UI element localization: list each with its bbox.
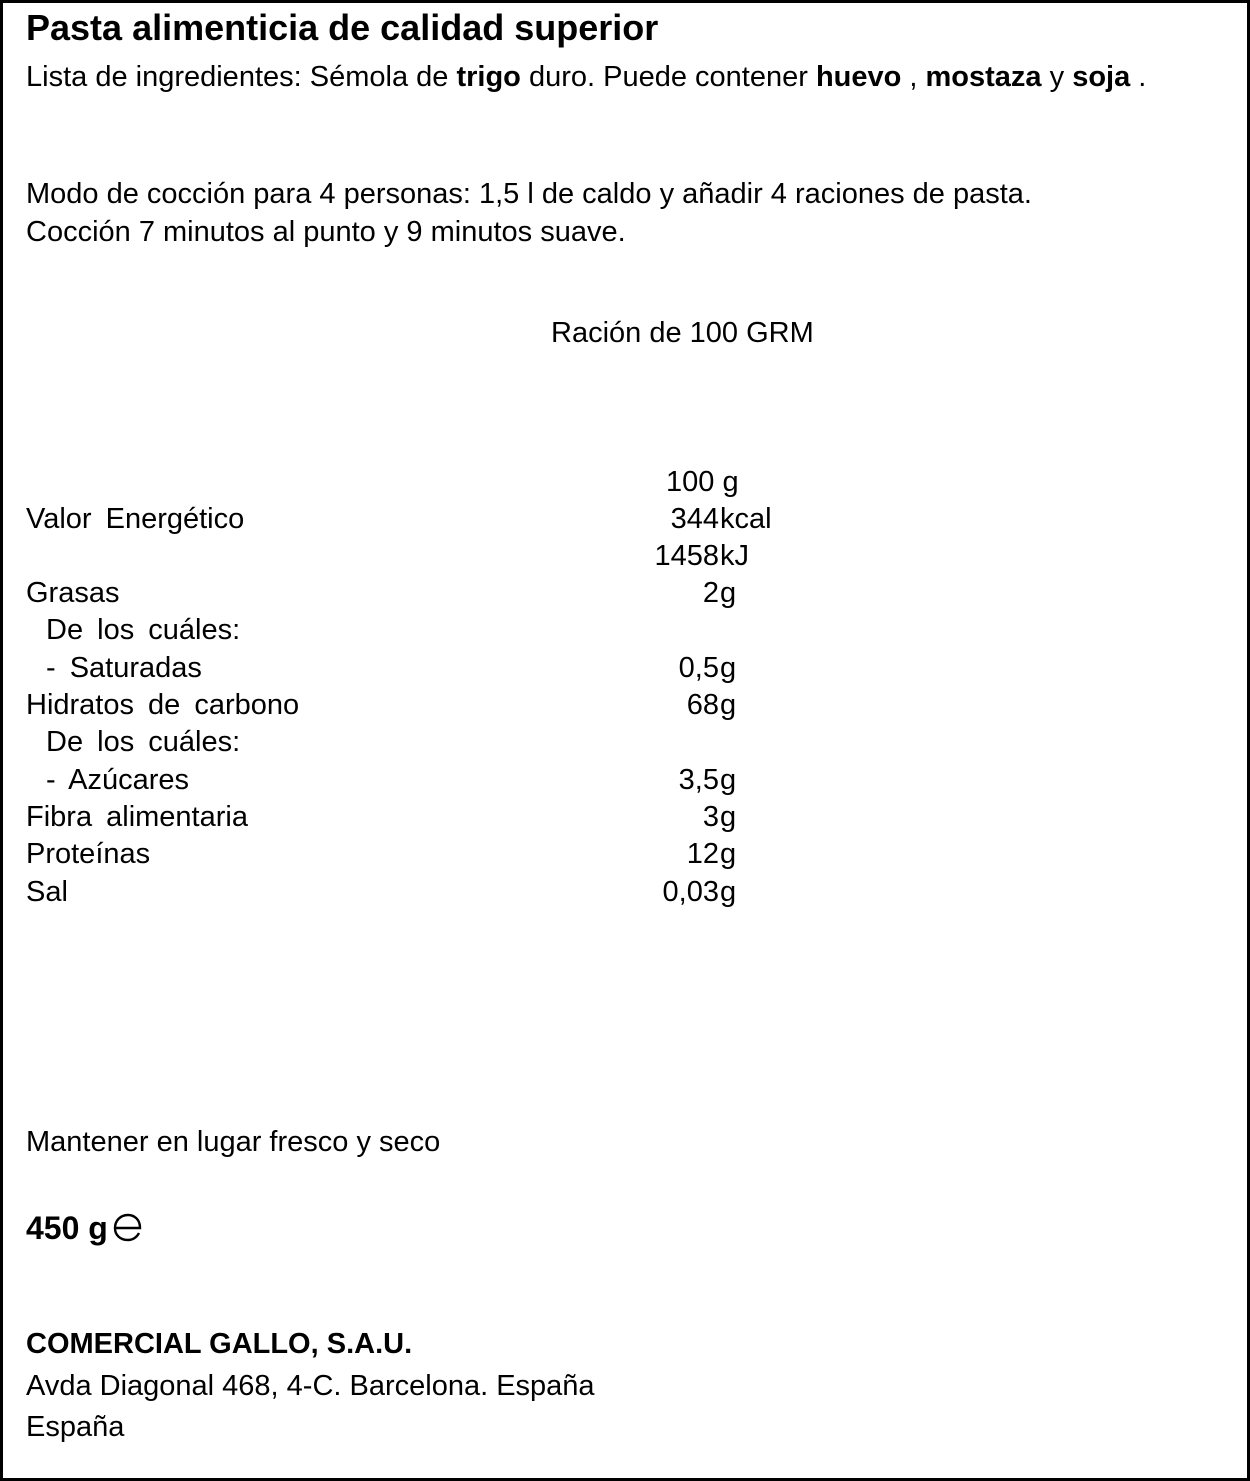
net-weight — [26, 1209, 148, 1251]
nutrient-unit-saturadas: g — [720, 652, 737, 684]
nutrient-label-azucares: - Azúcares — [46, 764, 189, 796]
estimated-e-mark-icon — [110, 1211, 148, 1251]
nutrient-value-proteinas: 12 — [686, 838, 719, 870]
nutrient-label-saturadas: - Saturadas — [46, 652, 202, 684]
nutrient-label-hidratos: Hidratos de carbono — [26, 689, 300, 721]
nutrient-value-saturadas: 0,5 — [678, 652, 719, 684]
ingredients-text-4: y — [1041, 61, 1073, 93]
nutrient-value-hidratos: 68 — [686, 689, 719, 721]
ingredients-list — [26, 58, 1216, 96]
company-address: Avda Diagonal 468, 4-C. Barcelona. España — [26, 1370, 595, 1402]
nutrient-label-grasas: Grasas — [26, 577, 120, 609]
nutrient-label-proteinas: Proteínas — [26, 838, 151, 870]
allergen-huevo: huevo — [815, 61, 902, 93]
nutrient-unit-fibra: g — [720, 801, 737, 833]
ingredients-prefix: Lista de ingredientes: Sémola de — [26, 61, 457, 93]
nutrient-value-fibra: 3 — [702, 801, 719, 833]
net-weight-value: 450 g — [26, 1210, 108, 1246]
allergen-mostaza: mostaza — [925, 61, 1042, 93]
nutrient-unit-proteinas: g — [720, 838, 737, 870]
nutrient-unit-hidratos: g — [720, 689, 737, 721]
nutrient-unit-grasas: g — [720, 577, 737, 609]
energy-kj-value: 1458 — [654, 540, 719, 572]
nutrient-unit-sal: g — [720, 876, 737, 908]
cooking-instructions — [26, 175, 1216, 251]
nutrient-label-de-los-cuales-1: De los cuáles: — [46, 614, 241, 646]
energy-label: Valor Energético — [26, 503, 245, 535]
storage-instructions: Mantener en lugar fresco y seco — [26, 1126, 441, 1158]
company-name: COMERCIAL GALLO, S.A.U. — [26, 1328, 413, 1360]
product-title: Pasta alimenticia de calidad superior — [26, 7, 659, 48]
company-country: España — [26, 1411, 125, 1443]
nutrition-column-header: 100 g — [666, 466, 739, 498]
ingredients-text-3: , — [901, 61, 926, 93]
allergen-trigo: trigo — [456, 61, 521, 93]
ingredients-text-2: duro. Puede contener — [520, 61, 816, 93]
nutrient-value-azucares: 3,5 — [678, 764, 719, 796]
cooking-line-1: Modo de cocción para 4 personas: 1,5 l de caldo y añadir 4 raciones de pasta. — [26, 178, 1032, 210]
cooking-line-2: Cocción 7 minutos al punto y 9 minutos suave. — [26, 216, 626, 248]
energy-kcal-unit: kcal — [720, 503, 772, 535]
nutrient-label-fibra: Fibra alimentaria — [26, 801, 248, 833]
nutrient-label-sal: Sal — [26, 876, 68, 908]
allergen-soja: soja — [1072, 61, 1131, 93]
portion-label: Ración de 100 GRM — [551, 317, 814, 349]
nutrient-unit-azucares: g — [720, 764, 737, 796]
energy-kj-unit: kJ — [720, 540, 749, 572]
ingredients-suffix: . — [1130, 61, 1147, 93]
nutrient-label-de-los-cuales-2: De los cuáles: — [46, 726, 241, 758]
nutrient-value-sal: 0,03 — [662, 876, 719, 908]
nutrient-value-grasas: 2 — [702, 577, 719, 609]
energy-kcal-value: 344 — [670, 503, 719, 535]
